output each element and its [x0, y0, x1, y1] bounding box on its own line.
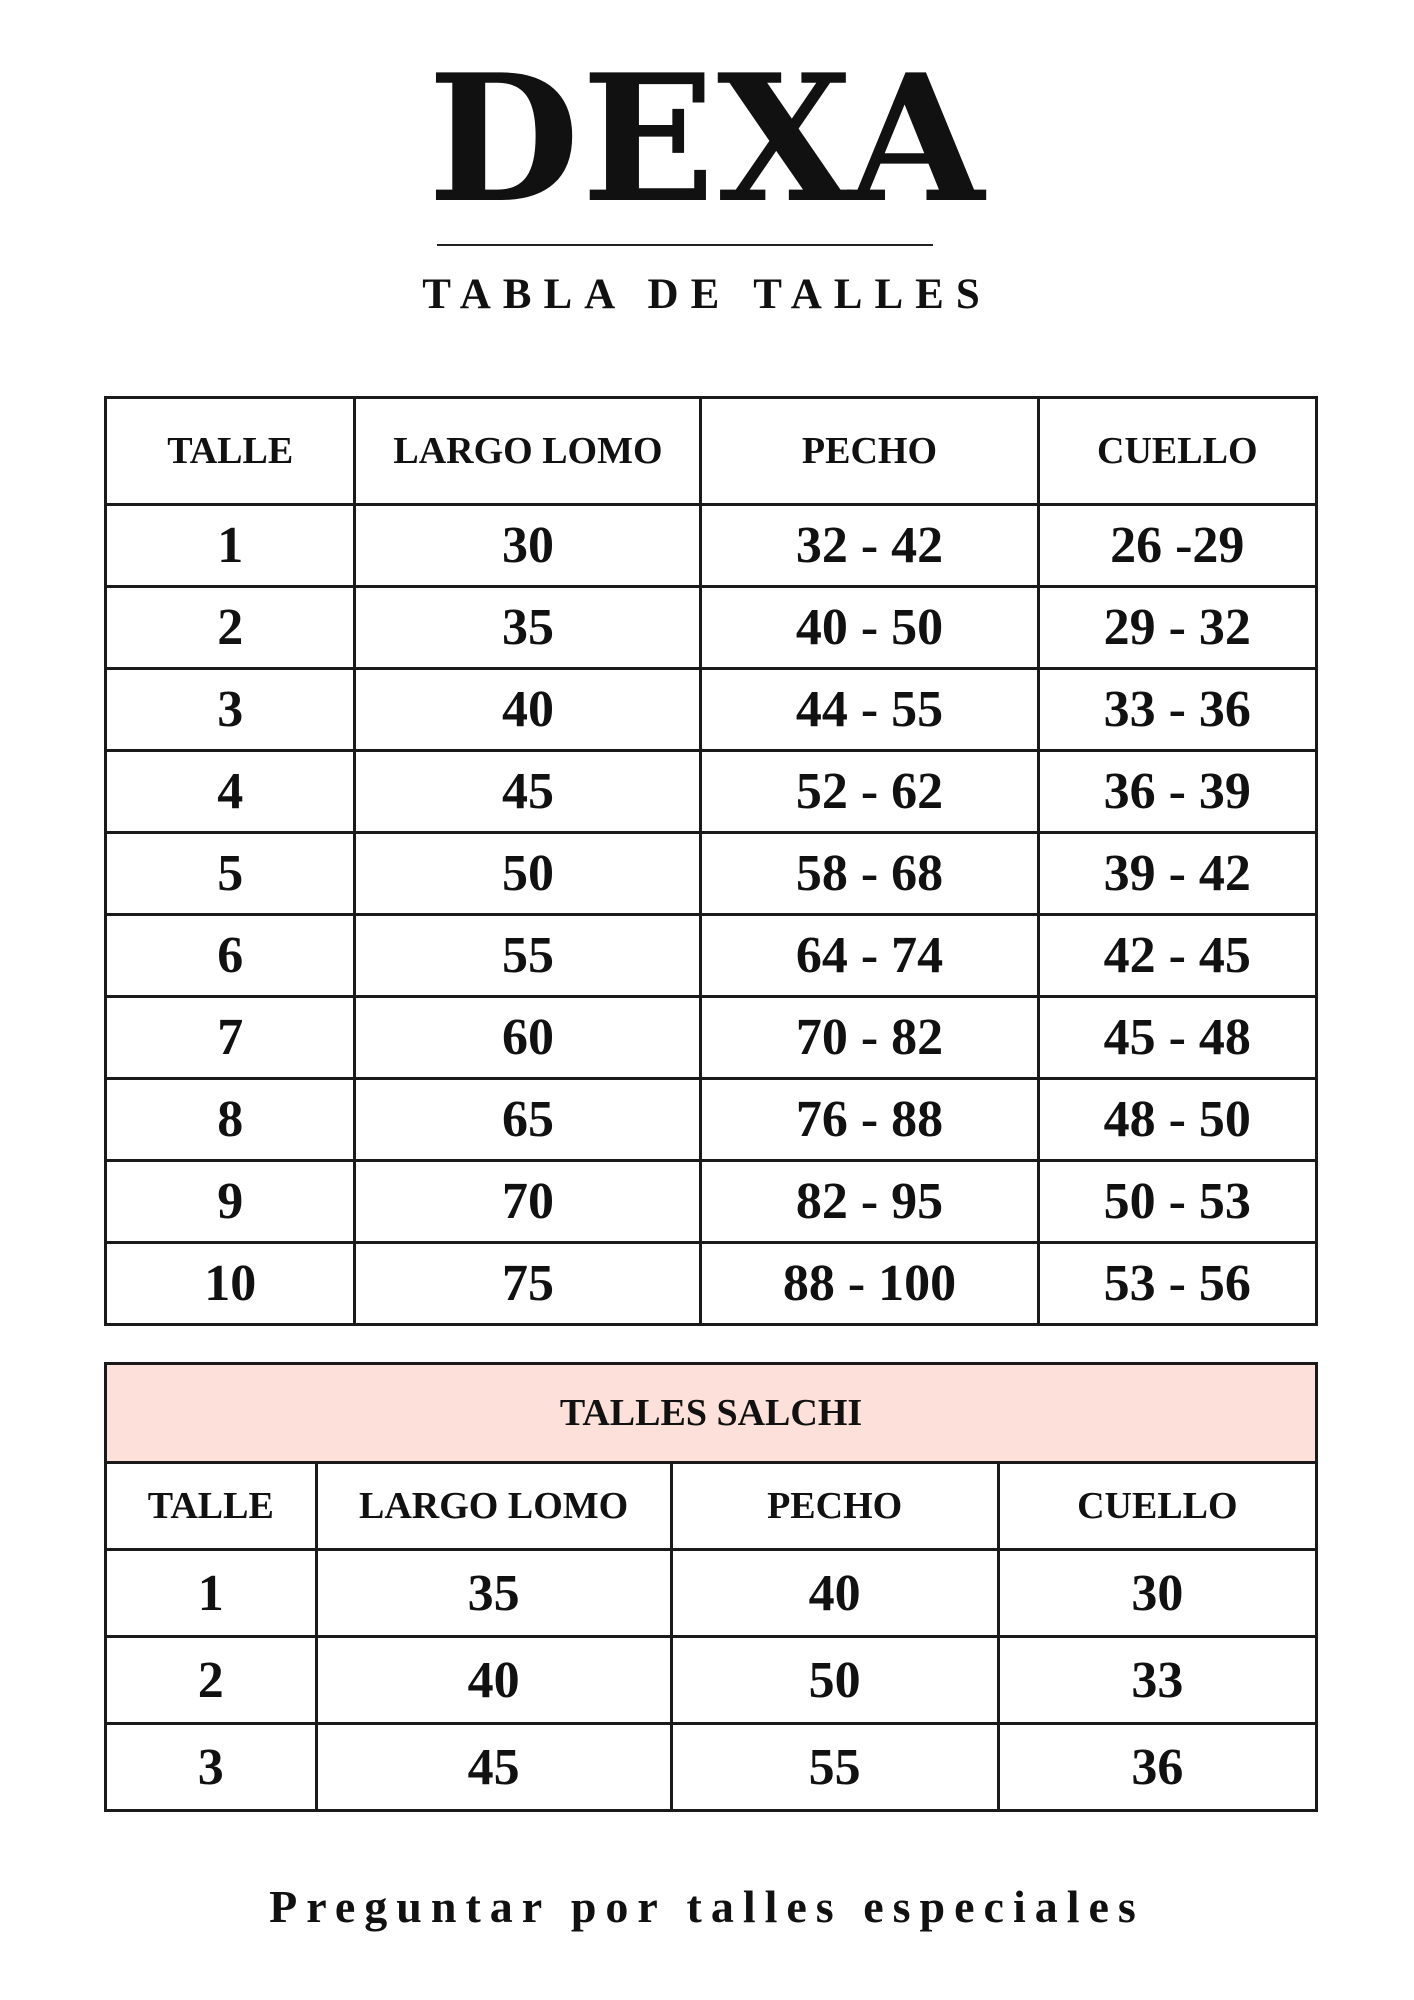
header-cuello: CUELLO [1038, 398, 1316, 505]
cell-largo-lomo: 75 [355, 1243, 701, 1325]
cell-largo-lomo: 35 [355, 587, 701, 669]
cell-cuello: 26 -29 [1038, 505, 1316, 587]
cell-talle: 2 [106, 587, 355, 669]
cell-talle: 7 [106, 997, 355, 1079]
cell-cuello: 30 [998, 1550, 1316, 1637]
salchi-size-table [104, 1362, 1318, 1812]
cell-pecho: 52 - 62 [701, 751, 1038, 833]
salchi-table-header [106, 1463, 1317, 1550]
salchi-header-cuello: CUELLO [998, 1463, 1316, 1550]
cell-cuello: 39 - 42 [1038, 833, 1316, 915]
salchi-header-largo-lomo: LARGO LOMO [316, 1463, 671, 1550]
cell-talle: 10 [106, 1243, 355, 1325]
brand-logo: DEXA [427, 37, 987, 242]
footer-note: Preguntar por talles especiales [269, 1881, 1145, 1932]
cell-largo-lomo: 40 [355, 669, 701, 751]
cell-talle: 3 [106, 1724, 317, 1811]
cell-largo-lomo: 35 [316, 1550, 671, 1637]
table-row [106, 1550, 1317, 1637]
table-row [106, 997, 1317, 1079]
salchi-table-title: TALLES SALCHI [106, 1364, 1317, 1463]
cell-talle: 8 [106, 1079, 355, 1161]
cell-talle: 9 [106, 1161, 355, 1243]
table-row [106, 915, 1317, 997]
cell-cuello: 33 - 36 [1038, 669, 1316, 751]
table-row [106, 587, 1317, 669]
cell-largo-lomo: 50 [355, 833, 701, 915]
table-row [106, 751, 1317, 833]
cell-largo-lomo: 40 [316, 1637, 671, 1724]
table-row [106, 1724, 1317, 1811]
size-table [104, 396, 1318, 1326]
page-subtitle: TABLA DE TALLES [422, 271, 992, 318]
cell-talle: 4 [106, 751, 355, 833]
size-table-header [106, 398, 1317, 505]
cell-pecho: 40 - 50 [701, 587, 1038, 669]
cell-talle: 1 [106, 505, 355, 587]
header-largo-lomo: LARGO LOMO [355, 398, 701, 505]
table-row [106, 669, 1317, 751]
cell-cuello: 33 [998, 1637, 1316, 1724]
cell-largo-lomo: 65 [355, 1079, 701, 1161]
cell-pecho: 55 [671, 1724, 998, 1811]
table-row [106, 1161, 1317, 1243]
header-pecho: PECHO [701, 398, 1038, 505]
header-talle: TALLE [106, 398, 355, 505]
cell-cuello: 50 - 53 [1038, 1161, 1316, 1243]
salchi-header-pecho: PECHO [671, 1463, 998, 1550]
cell-cuello: 45 - 48 [1038, 997, 1316, 1079]
cell-largo-lomo: 70 [355, 1161, 701, 1243]
cell-pecho: 64 - 74 [701, 915, 1038, 997]
cell-pecho: 82 - 95 [701, 1161, 1038, 1243]
cell-pecho: 44 - 55 [701, 669, 1038, 751]
cell-largo-lomo: 60 [355, 997, 701, 1079]
salchi-header-talle: TALLE [106, 1463, 317, 1550]
cell-pecho: 88 - 100 [701, 1243, 1038, 1325]
cell-cuello: 36 - 39 [1038, 751, 1316, 833]
cell-talle: 6 [106, 915, 355, 997]
cell-cuello: 36 [998, 1724, 1316, 1811]
cell-talle: 5 [106, 833, 355, 915]
cell-largo-lomo: 55 [355, 915, 701, 997]
cell-cuello: 42 - 45 [1038, 915, 1316, 997]
cell-largo-lomo: 45 [316, 1724, 671, 1811]
cell-pecho: 70 - 82 [701, 997, 1038, 1079]
cell-cuello: 48 - 50 [1038, 1079, 1316, 1161]
cell-pecho: 40 [671, 1550, 998, 1637]
cell-pecho: 58 - 68 [701, 833, 1038, 915]
table-row [106, 505, 1317, 587]
cell-largo-lomo: 45 [355, 751, 701, 833]
cell-talle: 2 [106, 1637, 317, 1724]
table-row [106, 833, 1317, 915]
cell-cuello: 53 - 56 [1038, 1243, 1316, 1325]
cell-cuello: 29 - 32 [1038, 587, 1316, 669]
cell-largo-lomo: 30 [355, 505, 701, 587]
brand-divider [437, 244, 933, 246]
table-row [106, 1243, 1317, 1325]
cell-talle: 3 [106, 669, 355, 751]
cell-talle: 1 [106, 1550, 317, 1637]
table-row [106, 1637, 1317, 1724]
cell-pecho: 32 - 42 [701, 505, 1038, 587]
cell-pecho: 76 - 88 [701, 1079, 1038, 1161]
table-row [106, 1079, 1317, 1161]
cell-pecho: 50 [671, 1637, 998, 1724]
